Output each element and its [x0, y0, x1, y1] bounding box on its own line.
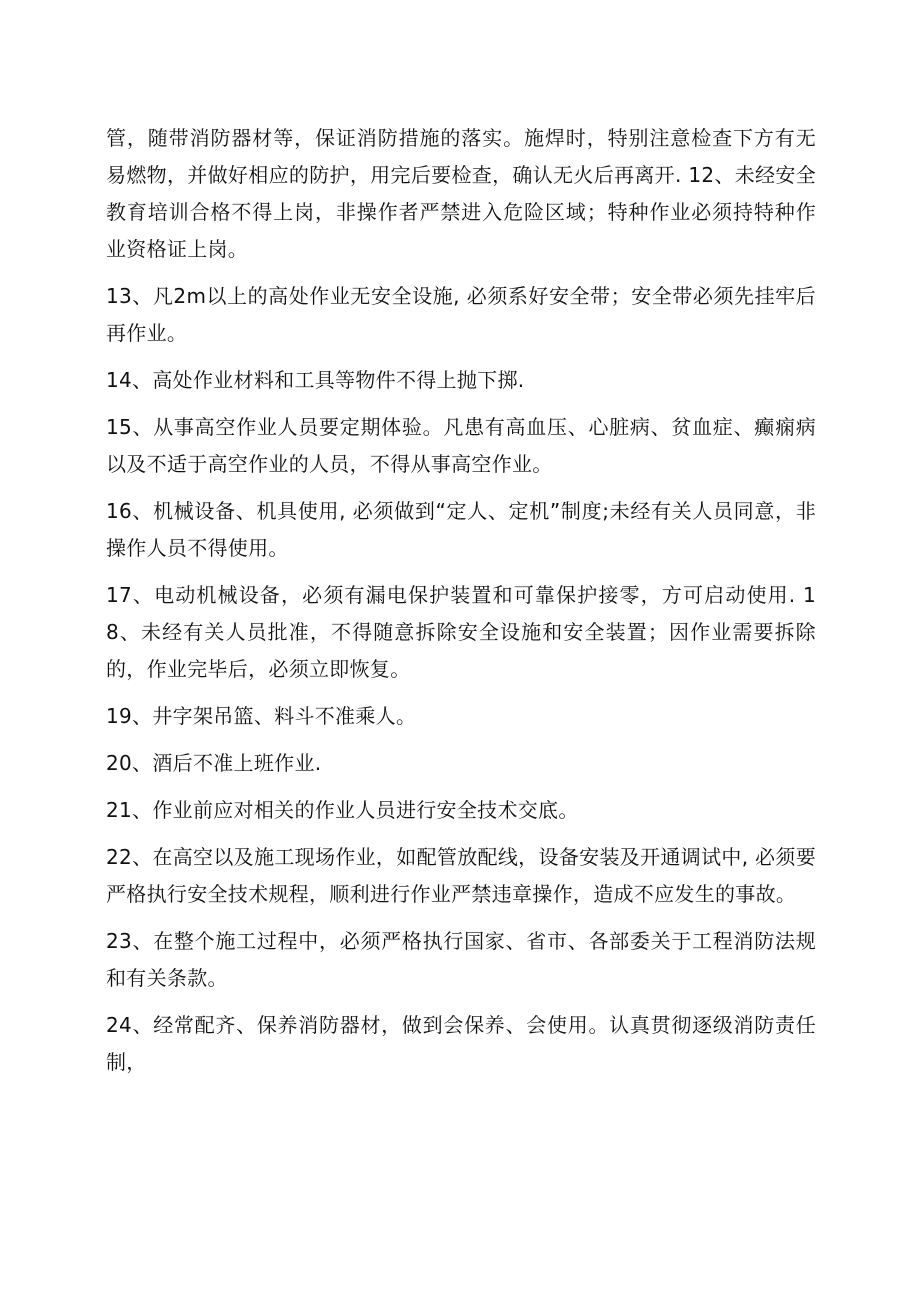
- paragraph-item-16: 16、机械设备、机具使用, 必须做到“定人、定机”制度;未经有关人员同意，非操作人员不得使用。: [106, 499, 816, 560]
- paragraph-item-20: 20、酒后不准上班作业.: [106, 751, 322, 775]
- paragraph-item-19: 19、井字架吊篮、料斗不准乘人。: [106, 704, 417, 728]
- paragraph-item-13: 13、凡2m以上的高处作业无安全设施, 必须系好安全带；安全带必须先挂牢后再作业。: [106, 284, 816, 345]
- paragraph-item-24: 24、经常配齐、保养消防器材，做到会保养、会使用。认真贯彻逐级消防责任制，: [106, 1013, 816, 1074]
- paragraph-item-22: 22、在高空以及施工现场作业，如配管放配线，设备安装及开通调试中, 必须要严格执行安全技术规程，顺利进行作业严禁违章操作，造成不应发生的事故。: [106, 845, 816, 906]
- paragraph-welding-and-training: 管，随带消防器材等，保证消防措施的落实。施焊时，特别注意检查下方有无易燃物，并做好相应的防护，用完后要检查，确认无火后再离开. 12、未经安全教育培训合格不得上岗，非操作者严禁进入危险区域；特种作业必须持特种作业资格证上岗。: [106, 126, 816, 261]
- document-body: [106, 120, 816, 1091]
- paragraph-item-23: 23、在整个施工过程中，必须严格执行国家、省市、各部委关于工程消防法规和有关条款。: [106, 929, 816, 990]
- paragraph-item-15: 15、从事高空作业人员要定期体验。凡患有高血压、心脏病、贫血症、癫痫病以及不适于高空作业的人员，不得从事高空作业。: [106, 415, 816, 476]
- paragraph-item-21: 21、作业前应对相关的作业人员进行安全技术交底。: [106, 798, 579, 822]
- paragraph-item-17-18: 17、电动机械设备，必须有漏电保护装置和可靠保护接零，方可启动使用. 18、未经有关人员批准，不得随意拆除安全设施和安全装置；因作业需要拆除的，作业完毕后，必须立即恢复。: [106, 583, 816, 681]
- paragraph-item-14: 14、高处作业材料和工具等物件不得上抛下掷.: [106, 368, 525, 392]
